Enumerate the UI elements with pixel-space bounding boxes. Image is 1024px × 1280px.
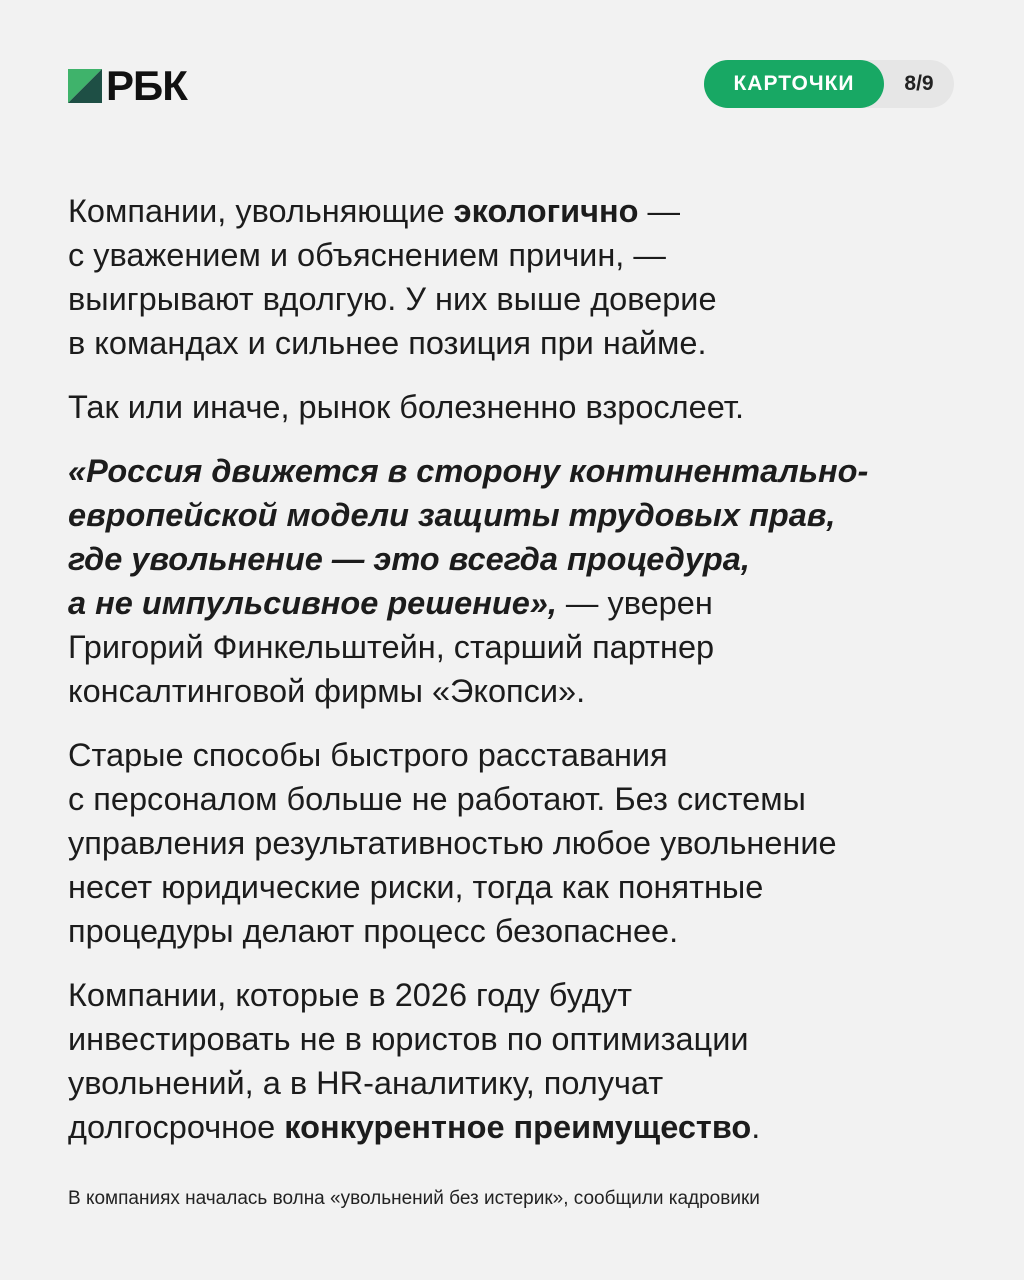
p5-line1: Компании, которые в 2026 году будут	[68, 977, 632, 1013]
p5-line3: увольнений, а в HR-аналитику, получат	[68, 1065, 664, 1101]
quote-attribution-line-2: консалтинговой фирмы «Экопси».	[68, 673, 586, 709]
paragraph-4	[68, 733, 968, 953]
p1-line1-bold: экологично	[453, 193, 639, 229]
rbc-logo	[68, 62, 187, 109]
article-body	[68, 189, 968, 1149]
p5-line4-before: долгосрочное	[68, 1109, 285, 1145]
paragraph-5	[68, 973, 968, 1149]
p4-line4: несет юридические риски, тогда как понятные	[68, 869, 764, 905]
p4-line1: Старые способы быстрого расставания	[68, 737, 668, 773]
rbc-logo-mark-icon	[68, 69, 102, 103]
logo-text: РБК	[106, 62, 187, 109]
page-counter: 8/9	[904, 72, 934, 95]
section-label[interactable]: КАРТОЧКИ	[704, 60, 884, 108]
section-pill	[704, 60, 954, 108]
p4-line5: процедуры делают процесс безопаснее.	[68, 913, 679, 949]
footer-caption: В компаниях началась волна «увольнений без истерик», сообщили кадровики	[68, 1188, 760, 1209]
p5-line4-after: .	[751, 1109, 761, 1145]
p1-line4: в командах и сильнее позиция при найме.	[68, 325, 707, 361]
p5-line2: инвестировать не в юристов по оптимизации	[68, 1021, 749, 1057]
p1-line3: выигрывают вдолгую. У них выше доверие	[68, 281, 717, 317]
p5-line4-bold: конкурентное преимущество	[284, 1109, 752, 1145]
quote-attribution-start: — уверен	[556, 585, 713, 621]
paragraph-3-quote	[68, 449, 968, 713]
quote-line-3: где увольнение — это всегда процедура,	[68, 541, 750, 577]
quote-line-1: «Россия движется в сторону континентально-	[68, 453, 869, 489]
p1-line1-after: —	[638, 193, 680, 229]
p1-line2: с уважением и объяснением причин, —	[68, 237, 666, 273]
quote-line-2: европейской модели защиты трудовых прав,	[68, 497, 836, 533]
p1-line1-before: Компании, увольняющие	[68, 193, 454, 229]
paragraph-1	[68, 189, 968, 365]
quote-line-4: а не импульсивное решение»,	[68, 585, 557, 621]
quote-attribution-line-1: Григорий Финкельштейн, старший партнер	[68, 629, 715, 665]
p4-line2: с персоналом больше не работают. Без системы	[68, 781, 806, 817]
p4-line3: управления результативностью любое увольнение	[68, 825, 837, 861]
paragraph-2: Так или иначе, рынок болезненно взрослеет.	[68, 389, 745, 425]
